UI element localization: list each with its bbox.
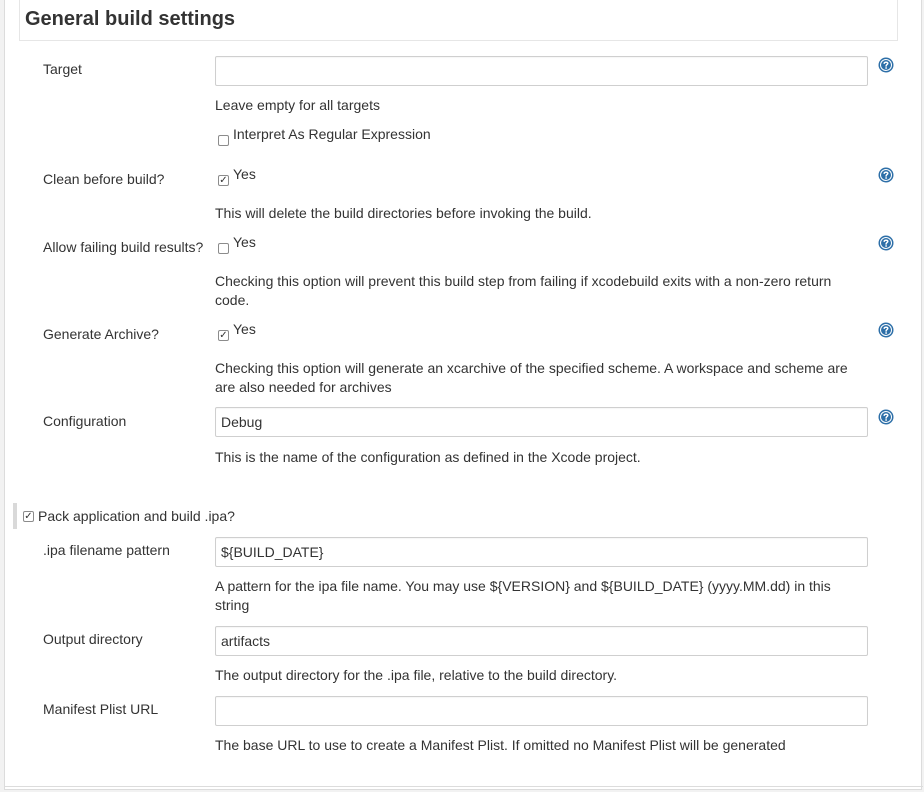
output-dir-description: The output directory for the .ipa file, relative to the build directory.	[215, 667, 618, 683]
target-label: Target	[43, 61, 82, 77]
help-icon[interactable]	[878, 167, 894, 183]
clean-description: This will delete the build directories before invoking the build.	[215, 205, 592, 221]
ipa-pattern-input[interactable]	[215, 537, 868, 567]
allow-failing-label: Allow failing build results?	[43, 239, 204, 255]
configuration-label: Configuration	[43, 413, 127, 429]
configuration-input[interactable]	[215, 407, 868, 437]
title-divider	[19, 40, 897, 41]
allow-failing-yes-label: Yes	[233, 234, 256, 250]
output-dir-label: Output directory	[43, 631, 143, 647]
target-description: Leave empty for all targets	[215, 97, 380, 113]
manifest-description: The base URL to use to create a Manifest Plist. If omitted no Manifest Plist will be generated	[215, 737, 786, 753]
clean-label: Clean before build?	[43, 171, 165, 187]
clean-yes-label: Yes	[233, 166, 256, 182]
help-icon[interactable]	[878, 322, 894, 338]
configuration-description: This is the name of the configuration as defined in the Xcode project.	[215, 449, 641, 465]
ipa-pattern-label: .ipa filename pattern	[43, 542, 170, 558]
manifest-label: Manifest Plist URL	[43, 701, 159, 717]
output-dir-input[interactable]	[215, 626, 868, 656]
ipa-pattern-description: A pattern for the ipa file name. You may use ${VERSION} and ${BUILD_DATE} (yyyy.MM.dd) in this string	[215, 578, 831, 613]
archive-checkbox[interactable]	[218, 330, 229, 341]
header-right-divider	[897, 0, 898, 41]
header-left-divider	[19, 0, 20, 41]
build-settings-panel	[4, 0, 922, 790]
regex-checkbox[interactable]	[218, 135, 229, 146]
allow-failing-description: Checking this option will prevent this build step from failing if xcodebuild exits with a non-zero return code.	[215, 273, 832, 308]
checkmark-icon: ✓	[219, 330, 228, 341]
allow-failing-checkbox[interactable]	[218, 243, 229, 254]
section-title: General build settings	[25, 8, 236, 30]
checkmark-icon: ✓	[24, 511, 33, 522]
archive-label: Generate Archive?	[43, 326, 159, 342]
pack-section-marker	[13, 503, 17, 529]
manifest-input[interactable]	[215, 696, 868, 726]
clean-checkbox[interactable]	[218, 175, 229, 186]
target-input[interactable]	[215, 56, 868, 86]
pack-checkbox[interactable]	[23, 511, 34, 522]
bottom-divider	[5, 786, 923, 787]
archive-yes-label: Yes	[233, 321, 256, 337]
pack-checkbox-label: Pack application and build .ipa?	[38, 508, 235, 524]
archive-description: Checking this option will generate an xcarchive of the specified scheme. A workspace and scheme are are also needed for archives	[215, 360, 848, 395]
regex-checkbox-label: Interpret As Regular Expression	[233, 126, 431, 142]
help-icon[interactable]	[878, 235, 894, 251]
checkmark-icon: ✓	[219, 175, 228, 186]
help-icon[interactable]	[878, 409, 894, 425]
help-icon[interactable]	[878, 57, 894, 73]
